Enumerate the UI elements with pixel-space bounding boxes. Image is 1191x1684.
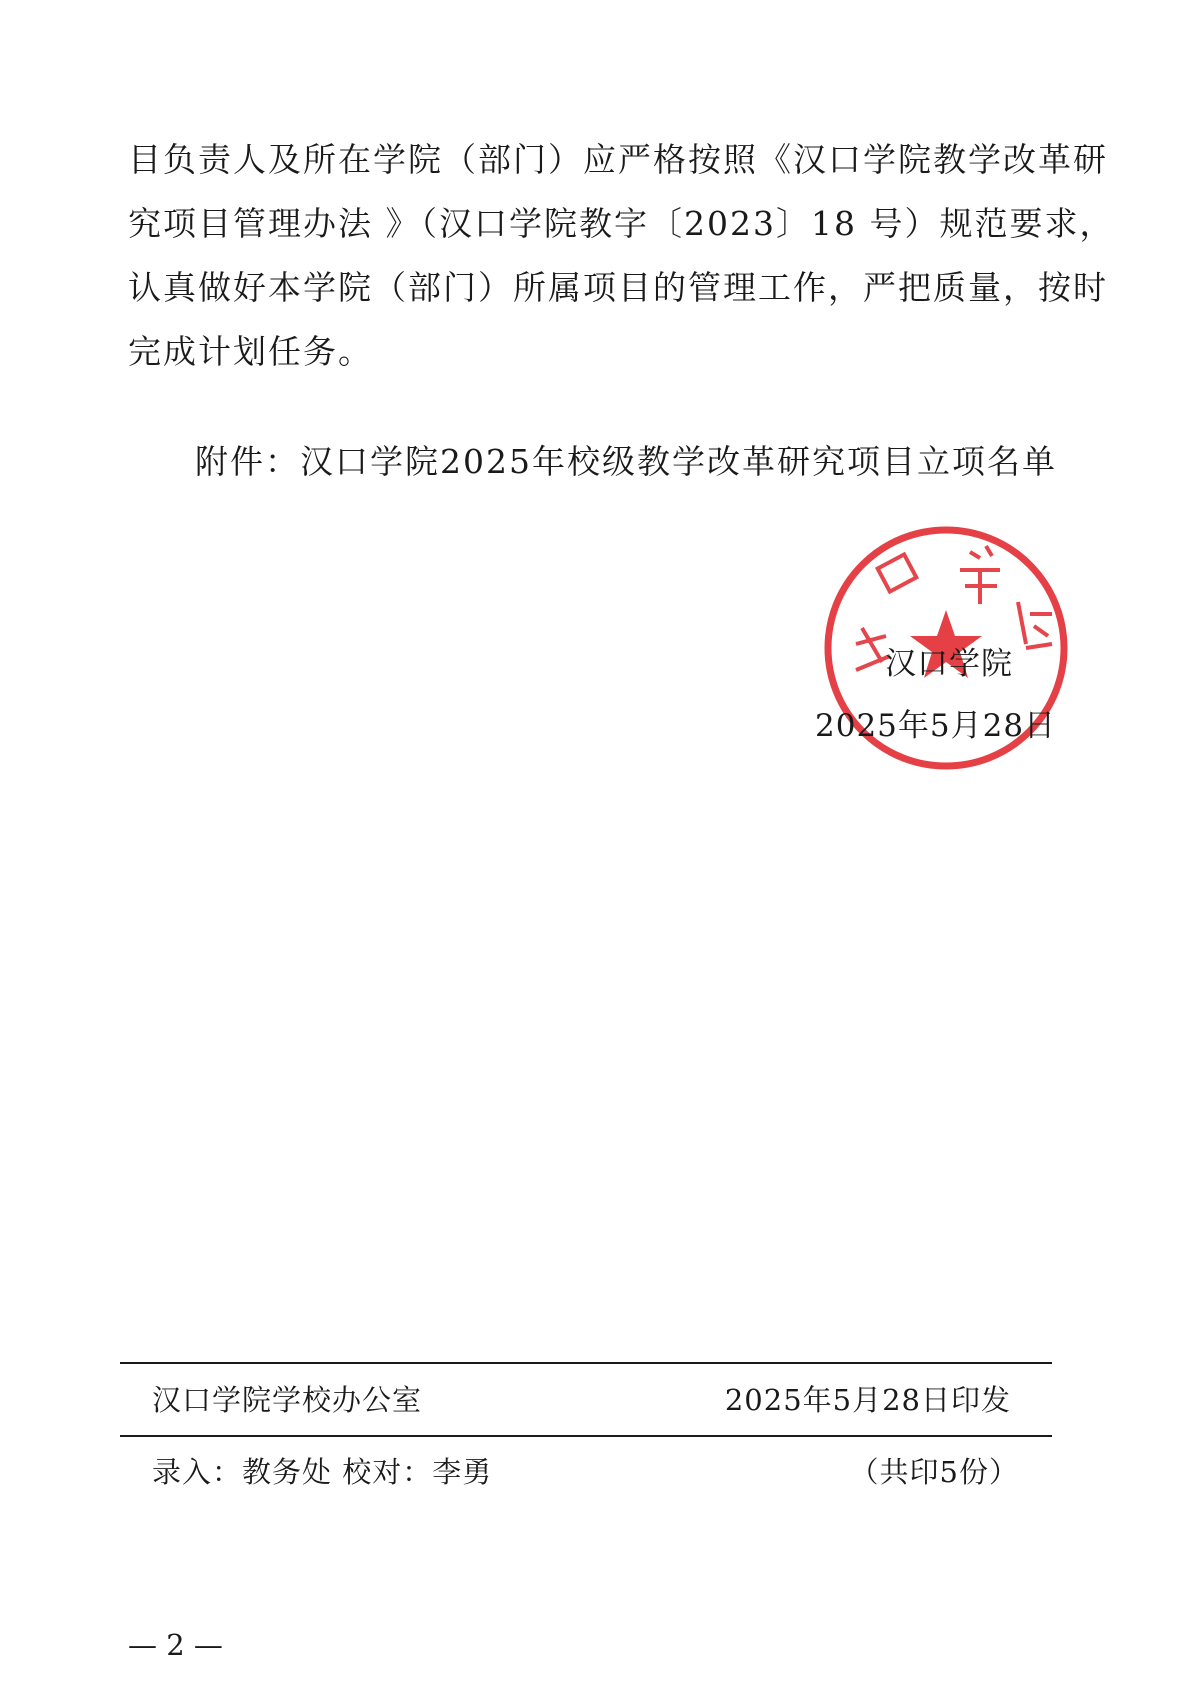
footer-rule-middle [120,1435,1052,1437]
body-paragraph [128,128,1115,384]
page-number: — 2 — [128,1628,223,1662]
body-line: 认真做好本学院（部门）所属项目的管理工作，严把质量，按时 [128,268,1108,307]
signature-date: 2025年5月28日 [815,708,1057,744]
body-line: 目负责人及所在学院（部门）应严格按照《汉口学院教学改革研 [128,140,1108,179]
issuer-office: 汉口学院学校办公室 [152,1383,423,1417]
copies-count: （共印5份） [849,1455,1019,1489]
body-line: 究项目管理办法 》（汉口学院教字〔2023〕18 号）规范要求， [128,204,1115,243]
signature-org: 汉口学院 [885,646,1013,682]
attachment-line: 附件：汉口学院2025年校级教学改革研究项目立项名单 [195,442,1057,481]
footer-rule-top [120,1362,1052,1364]
entry-proofread: 录入：教务处 校对：李勇 [152,1455,493,1489]
body-line: 完成计划任务。 [128,332,373,371]
issue-date: 2025年5月28日印发 [724,1383,1011,1417]
